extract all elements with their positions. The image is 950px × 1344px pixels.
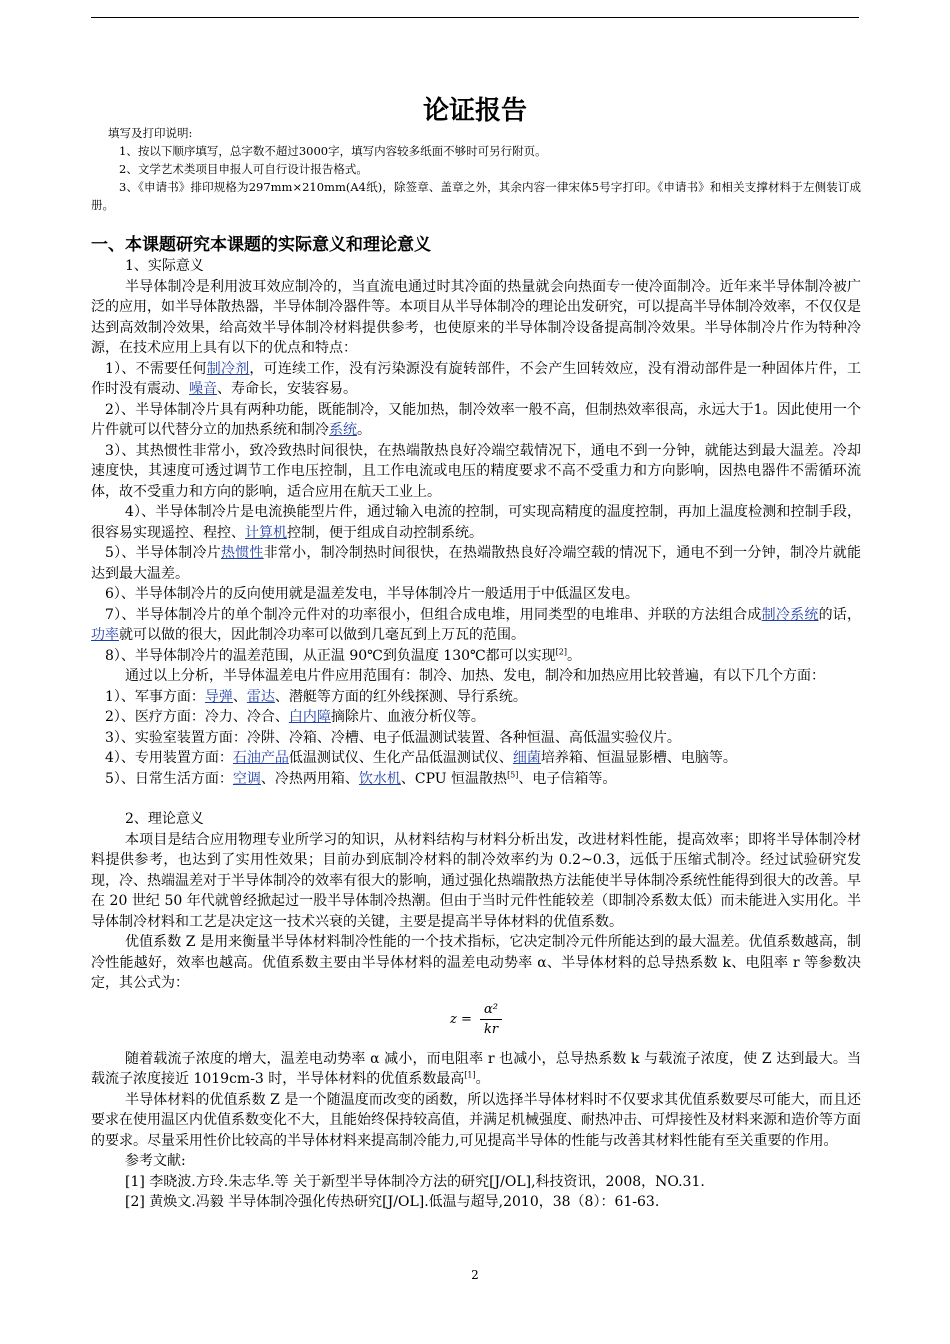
citation: [2] [555,646,568,656]
link-system[interactable]: 系统 [329,422,357,438]
link-radar[interactable]: 雷达 [246,688,275,705]
link-cataract[interactable]: 白内障 [288,709,331,725]
link-bacteria[interactable]: 细菌 [512,750,541,766]
formula [91,1002,861,1037]
reference-item: [2] 黄焕文.冯毅 半导体制冷强化传热研究[J/OL].低温与超导,2010，38（8）：61-63. [125,1194,660,1210]
formula-numerator: α² [480,1002,502,1020]
paragraph-intro: 半导体制冷是利用波耳效应制冷的，当直流电通过时其冷面的热量就会向热面专一使冷面制冷。近年来半导体制冷被广泛的应用，如半导体散热器，半导体制冷器件等。本项目从半导体制冷的理论出发研究，可以提高半导体制冷效率，不仅仅是达到高效制冷效果，给高效半导体制冷材料提供参考，也使原来的半导体制冷设备提高制冷效果。半导体制冷片作为特种冷源，在技术应用上具有以下的优点和特点： [91,278,861,356]
application-item: 1）、军事方面：导弹、雷达、潜艇等方面的红外线探测、导行系统。 [105,688,527,705]
instructions-heading: 填写及打印说明: [108,126,193,140]
advantage-item: 8）、半导体制冷片的温差范围，从正温 90℃到负温度 130℃都可以实现[2]。 [105,646,582,664]
link-air-conditioner[interactable]: 空调 [232,770,261,787]
paragraph-theory: 随着载流子浓度的增大，温差电动势率 α 减小，而电阻率 r 也减小，总导热系数 k 与载流子浓度，使 Z 达到最大。当载流子浓度接近 1019cm-3 时，半导体材料的优值系数最高[1]。 [91,1050,861,1087]
link-refrigeration-system[interactable]: 制冷系统 [761,606,819,623]
advantage-item: 1）、不需要任何制冷剂，可连续工作，没有污染源没有旋转部件，不会产生回转效应，没有滑动部件是一种固体片件，工作时没有震动、噪音、寿命长，安装容易。 [91,360,861,397]
link-refrigerant[interactable]: 制冷剂 [206,360,250,377]
link-missile[interactable]: 导弹 [204,688,233,705]
advantage-item: 2）、半导体制冷片具有两种功能，既能制冷，又能加热，制冷效率一般不高，但制热效率很高，永远大于1。因此使用一个片件就可以代替分立的加热系统和制冷系统。 [91,401,861,438]
paragraph-theory: 本项目是结合应用物理专业所学习的知识，从材料结构与材料分析出发，改进材料性能，提高效率；即将半导体制冷材料提供参考，也达到了实用性效果；目前办到底制冷材料的制冷效率约为 0.2~0.3，远低于压缩式制冷。经过试验研究发现，冷、热端温差对于半导体制冷的效率有很大的影响，通过强化热端散热方法能使半导体制冷系统性能得到很大的改善。早在 20 世纪 50 年代就曾经掀起过一股半导体制冷热潮。但由于当时元件性能较差（即制冷系数太低）而未能进入实用化。半导体制冷材料和工艺是决定这一技术兴衰的关键，主要是提高半导体材料的优值系数。 [91,831,861,930]
formula-fraction [480,1002,502,1037]
document-body [91,124,861,1213]
link-petroleum-products[interactable]: 石油产品 [232,750,289,766]
application-item: 2）、医疗方面：冷力、冷合、白内障摘除片、血液分析仪等。 [105,709,485,725]
link-thermal-inertia[interactable]: 热惯性 [220,545,264,561]
paragraph-theory: 优值系数 Z 是用来衡量半导体材料制冷性能的一个技术指标，它决定制冷元件所能达到的最大温差。优值系数越高，制冷性能越好，效率也越高。优值系数主要由半导体材料的温差电动势率 α、半导体材料的总导热系数 k、电阻率 r 等参数决定，其公式为： [91,934,861,991]
page-title: 论证报告 [422,96,527,126]
advantage-item: 6）、半导体制冷片的反向使用就是温差发电，半导体制冷片一般适用于中低温区发电。 [105,586,639,602]
link-water-dispenser[interactable]: 饮水机 [358,770,401,787]
page-number: 2 [471,1268,479,1282]
subsection-title: 2、理论意义 [125,811,204,827]
section-heading: 一、本课题研究本课题的实际意义和理论意义 [91,235,431,255]
header-rule [91,17,859,18]
instruction-item: 1、按以下顺序填写，总字数不超过3000字，填写内容较多纸面不够时可另行附页。 [119,144,547,158]
advantage-item: 3）、其热惯性非常小，致冷致热时间很快，在热端散热良好冷端空载情况下，通电不到一分钟，就能达到最大温差。冷却速度快，其速度可透过调节工作电压控制，且工作电流或电压的精度要求不高不受重力和方向影响，因热电器件不需循环流体，故不受重力和方向的影响，适合应用在航天工业上。 [91,442,861,500]
application-item: 5）、日常生活方面：空调、冷热两用箱、饮水机、CPU 恒温散热[5]、电子信箱等。 [105,769,617,787]
formula-denominator: kr [483,1021,499,1037]
references-title: 参考文献: [125,1153,186,1169]
subsection-title: 1、实际意义 [125,258,204,274]
paragraph-summary: 通过以上分析，半导体温差电片件应用范围有：制冷、加热、发电，制冷和加热应用比较普遍，有以下几个方面： [125,668,825,684]
reference-item: [1] 李晓波.方玲.朱志华.等 关于新型半导体制冷方法的研究[J/OL],科技资讯，2008，NO.31. [125,1173,705,1190]
paragraph-theory: 半导体材料的优值系数 Z 是一个随温度而改变的函数，所以选择半导体材料时不仅要求其优值系数要尽可能大，而且还要求在使用温区内优值系数变化不大，且能始终保持较高值，并满足机械强度、耐热冲击、可焊接性及材料来源和造价等方面的要求。尽量采用性价比较高的半导体材料来提高制冷能力,可见提高半导体的性能与改善其材料性能有至关重要的作用。 [91,1091,861,1149]
advantage-item: 7）、半导体制冷片的单个制冷元件对的功率很小，但组合成电堆，用同类型的电堆串、并联的方法组合成制冷系统的话，功率就可以做的很大，因此制冷功率可以做到几毫瓦到上万瓦的范围。 [91,606,862,643]
link-computer[interactable]: 计算机 [245,524,287,541]
advantage-item: 4）、半导体制冷片是电流换能型片件，通过输入电流的控制，可实现高精度的温度控制，再加上温度检测和控制手段，很容易实现遥控、程控、计算机控制，便于组成自动控制系统。 [91,504,861,541]
instruction-item: 2、文学艺术类项目申报人可自行设计报告格式。 [119,162,368,176]
advantage-item: 5）、半导体制冷片热惯性非常小，制冷制热时间很快，在热端散热良好冷端空载的情况下，通电不到一分钟，制冷片就能达到最大温差。 [91,545,861,582]
link-power[interactable]: 功率 [91,627,119,643]
formula-lhs: z = [449,1011,472,1027]
instructions-block [91,124,861,214]
citation: [1] [464,1070,476,1080]
application-item: 3）、实验室装置方面：冷阱、冷箱、冷槽、电子低温测试装置、各种恒温、高低温实验仪片。 [105,729,681,746]
application-item: 4）、专用装置方面：石油产品低温测试仪、生化产品低温测试仪、细菌培养箱、恒温显影槽、电脑等。 [105,750,737,766]
instruction-item: 3、《申请书》排印规格为297mm×210mm(A4纸)，除签章、盖章之外，其余内容一律宋体5号字打印。《申请书》和相关支撑材料于左侧装订成册。 [91,180,861,212]
link-noise[interactable]: 噪音 [189,381,217,397]
citation: [5] [507,769,519,779]
